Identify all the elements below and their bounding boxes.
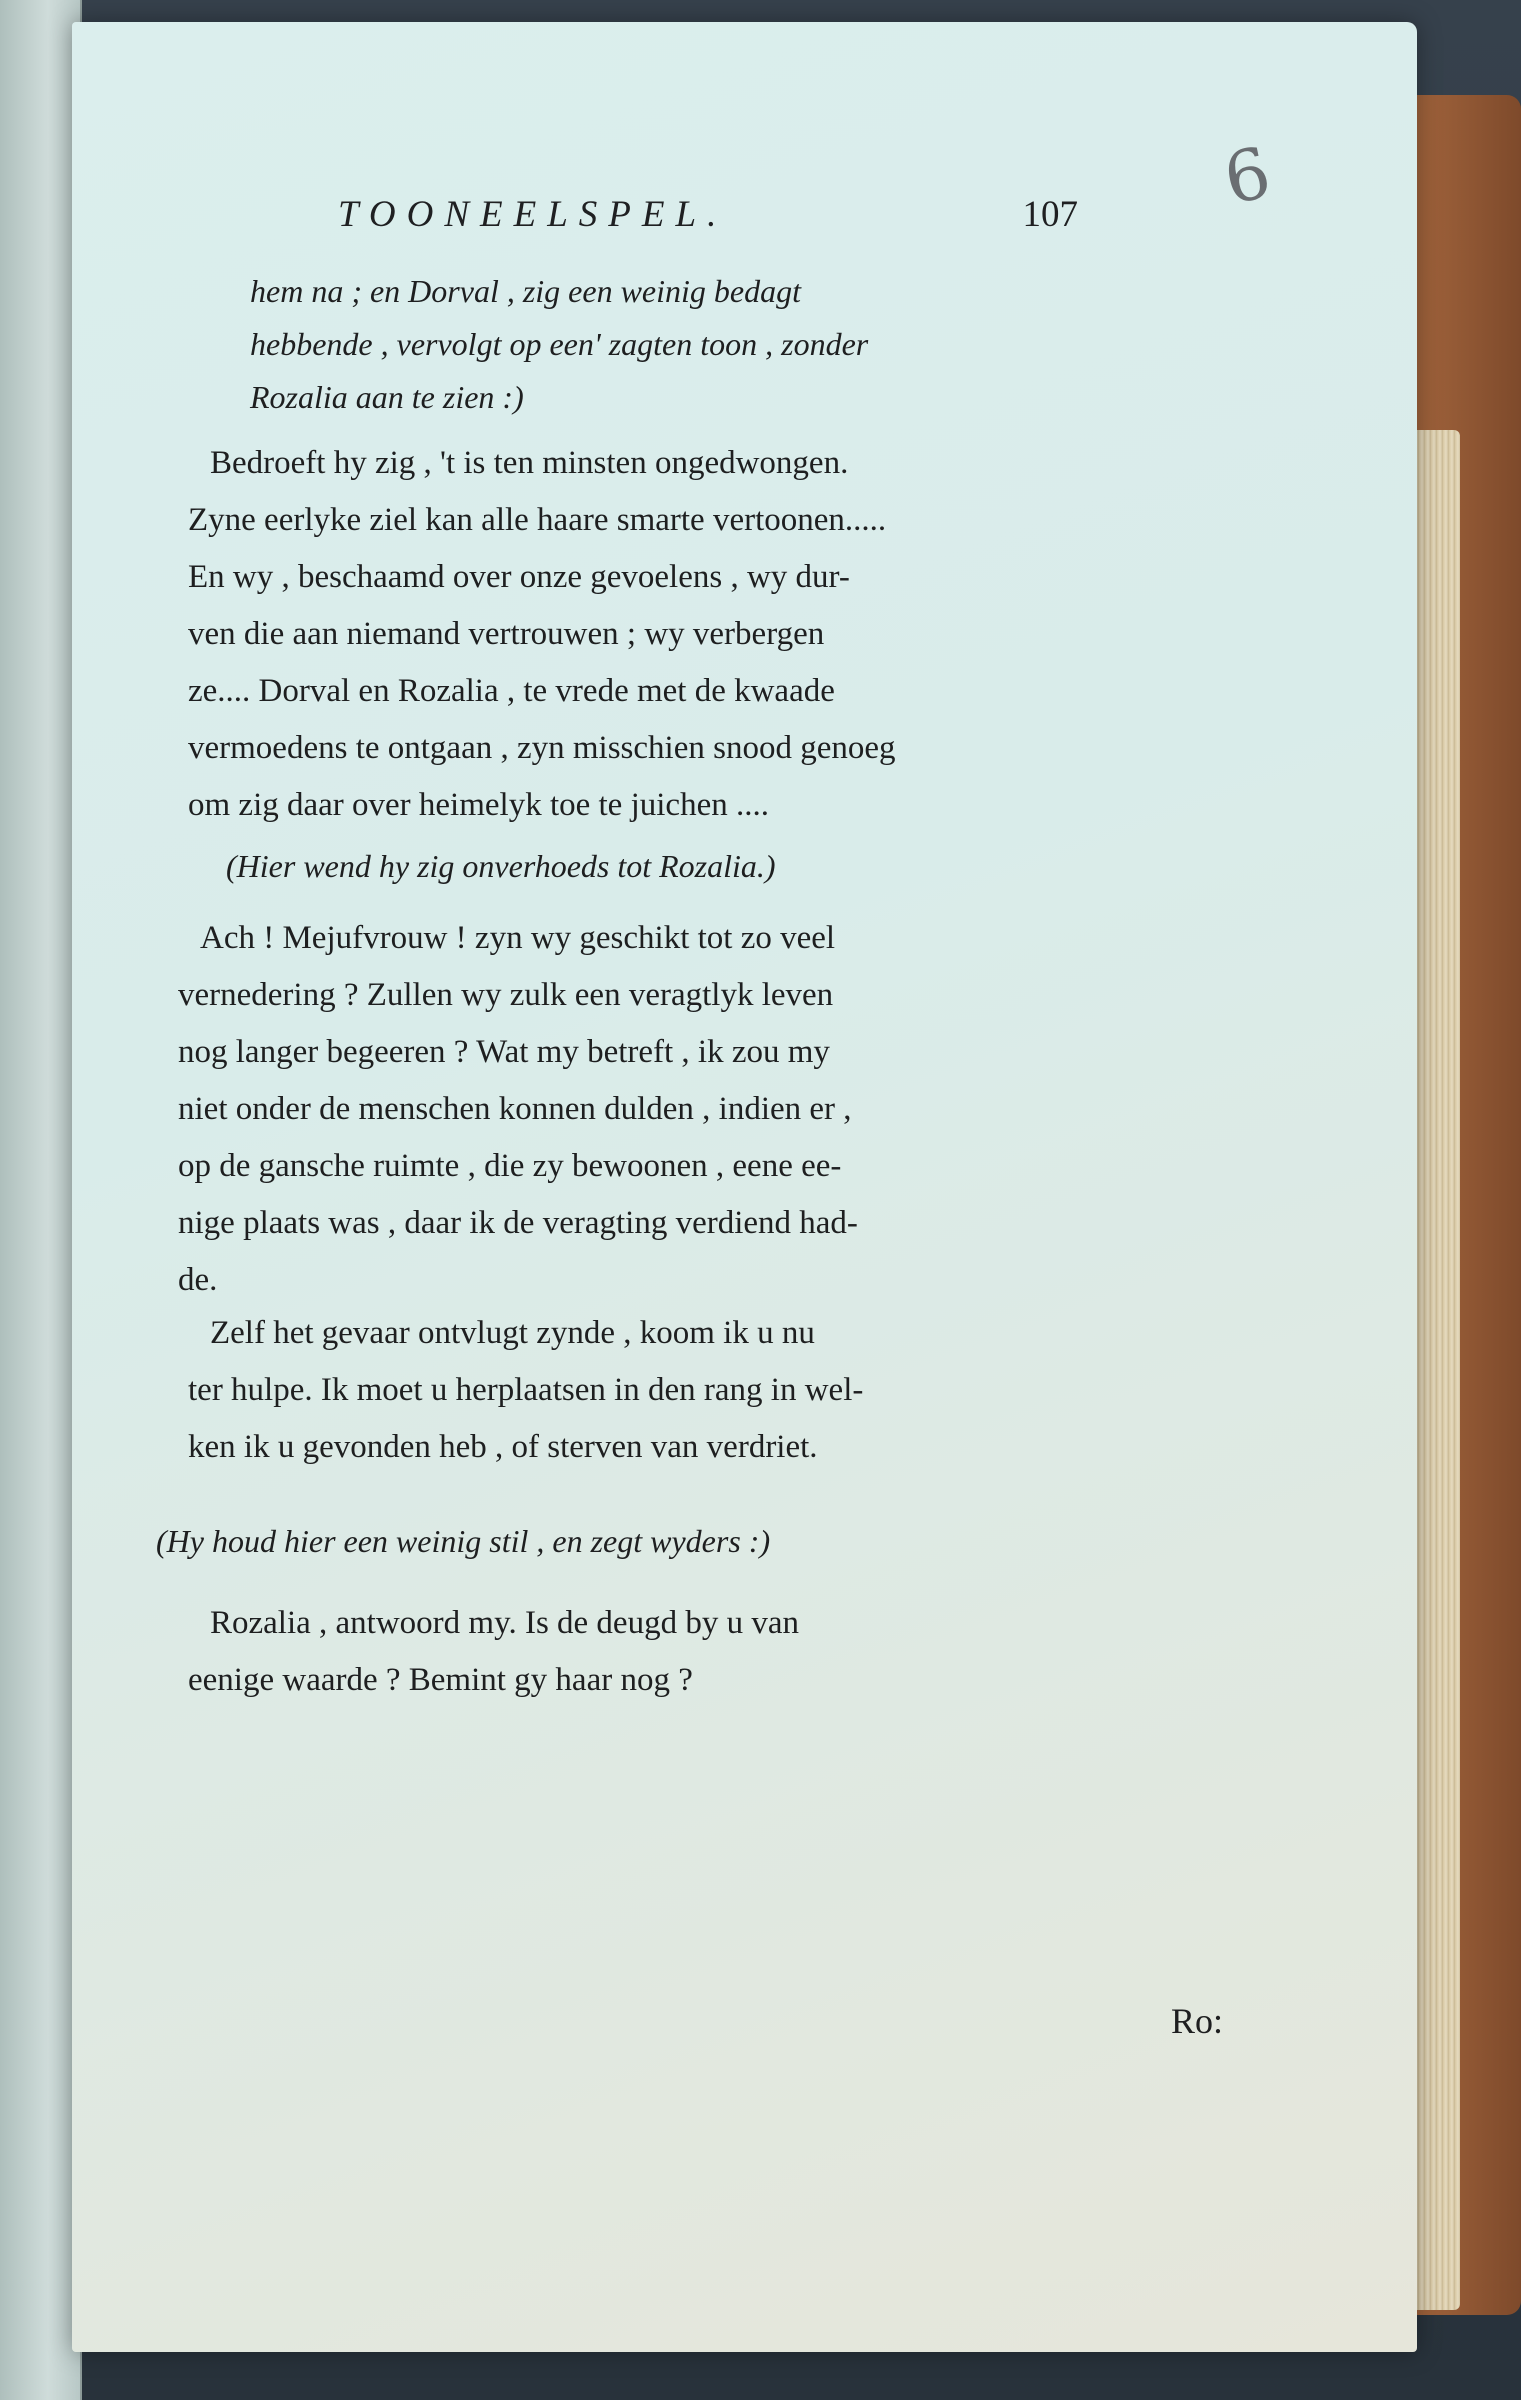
stage-direction: [226, 840, 1056, 893]
text-line: nige plaats was , daar ik de veragting verdiend had-: [178, 1205, 858, 1241]
text-line: Rozalia aan te zien :): [250, 379, 524, 415]
text-line: de.: [178, 1262, 218, 1298]
text-line: (Hy houd hier een weinig stil , en zegt wyders :): [156, 1523, 771, 1559]
left-page-edge: [0, 0, 82, 2400]
running-head-title: TOONEELSPEL.: [338, 194, 728, 235]
text-line: om zig daar over heimelyk toe te juichen ....: [188, 787, 769, 823]
stage-direction: [250, 265, 1050, 424]
speech-paragraph: [188, 435, 1063, 834]
text-line: Bedroeft hy zig , 't is ten minsten ongedwongen.: [210, 445, 849, 481]
text-line: En wy , beschaamd over onze gevoelens , wy dur-: [188, 559, 850, 595]
speech-paragraph: [178, 910, 1063, 1309]
text-line: vernedering ? Zullen wy zulk een veragtlyk leven: [178, 977, 834, 1013]
text-line: eenige waarde ? Bemint gy haar nog ?: [188, 1662, 693, 1698]
text-line: Ach ! Mejufvrouw ! zyn wy geschikt tot zo veel: [200, 920, 836, 956]
text-line: nog langer begeeren ? Wat my betreft , ik zou my: [178, 1034, 830, 1070]
text-line: niet onder de menschen konnen dulden , indien er ,: [178, 1091, 852, 1127]
text-line: hebbende , vervolgt op een' zagten toon , zonder: [250, 326, 869, 362]
text-line: ter hulpe. Ik moet u herplaatsen in den rang in wel-: [188, 1372, 864, 1408]
text-line: hem na ; en Dorval , zig een weinig bedagt: [250, 273, 801, 309]
text-line: Zyne eerlyke ziel kan alle haare smarte vertoonen.....: [188, 502, 887, 538]
text-line: op de gansche ruimte , die zy bewoonen , eene ee-: [178, 1148, 842, 1184]
page-number: 107: [1022, 194, 1078, 235]
running-head: [338, 193, 1078, 243]
text-line: vermoedens te ontgaan , zyn misschien snood genoeg: [188, 730, 896, 766]
speech-paragraph: [188, 1305, 1058, 1476]
text-line: ze.... Dorval en Rozalia , te vrede met de kwaade: [188, 673, 835, 709]
text-line: Zelf het gevaar ontvlugt zynde , koom ik u nu: [210, 1315, 815, 1351]
text-line: ken ik u gevonden heb , of sterven van verdriet.: [188, 1429, 818, 1465]
text-line: (Hier wend hy zig onverhoeds tot Rozalia.): [226, 848, 776, 884]
text-line: Rozalia , antwoord my. Is de deugd by u van: [210, 1605, 799, 1641]
stage-direction: [156, 1515, 1066, 1568]
speech-paragraph: [188, 1595, 1066, 1709]
text-line: ven die aan niemand vertrouwen ; wy verbergen: [188, 616, 825, 652]
catchword: Ro:: [1171, 2001, 1224, 2041]
marginal-pencil-mark: 6: [1216, 131, 1278, 221]
